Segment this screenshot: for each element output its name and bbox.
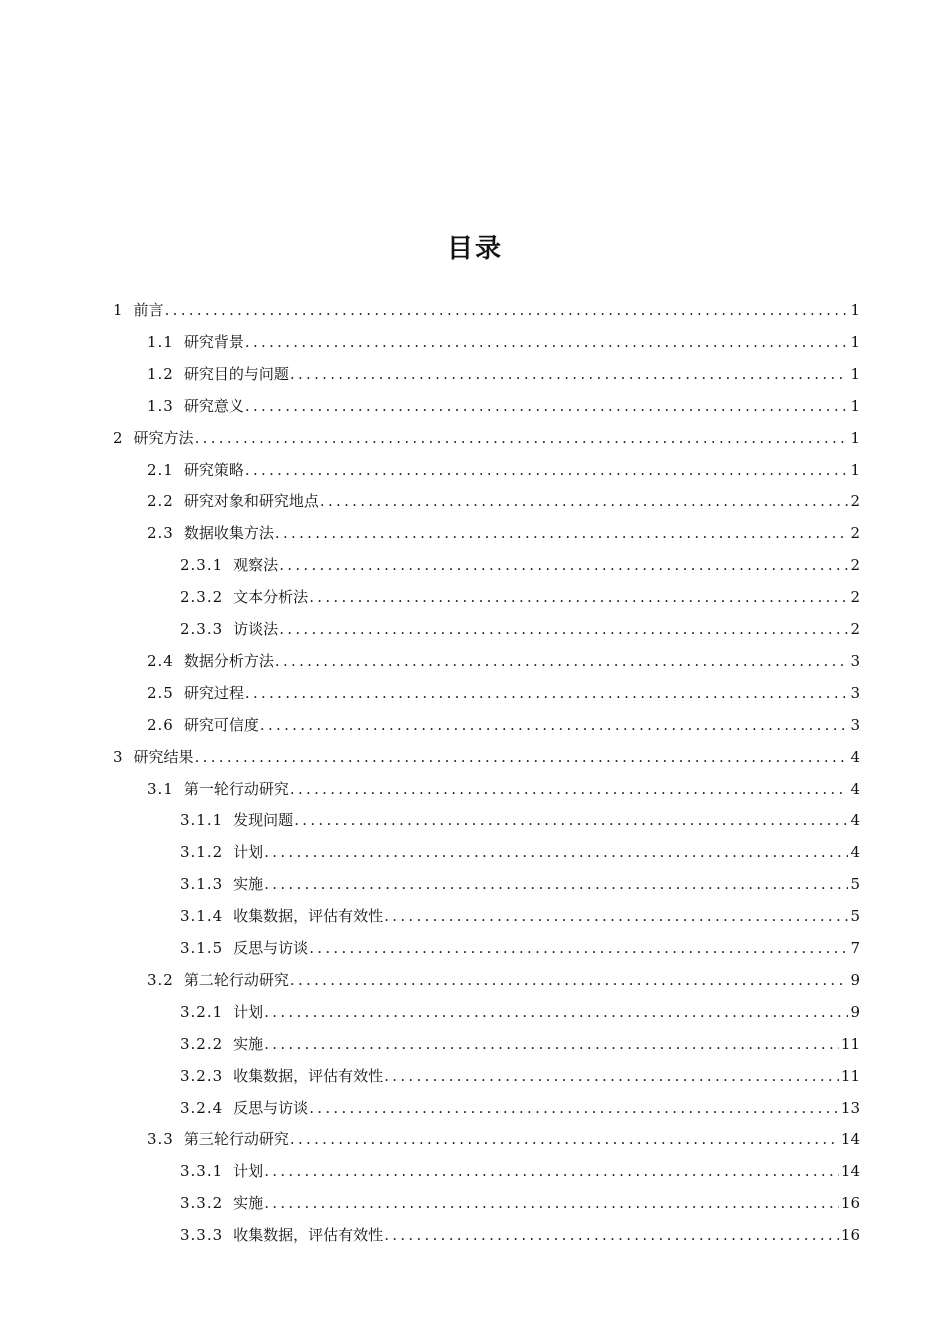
toc-entry[interactable] <box>180 1028 860 1060</box>
toc-entry[interactable] <box>147 485 860 517</box>
toc-entry-number: 2.3.2 <box>180 588 224 607</box>
toc-leader-dots <box>195 422 849 454</box>
toc-entry-page-number: 1 <box>850 460 860 479</box>
toc-leader-dots <box>195 741 849 773</box>
toc-entry-label: 研究背景 <box>183 332 244 351</box>
toc-entry-page-number: 5 <box>850 875 860 894</box>
toc-leader-dots <box>290 358 849 390</box>
toc-leader-dots <box>264 996 848 1028</box>
toc-entry-label: 实施 <box>233 1194 264 1213</box>
toc-entry-page-number: 9 <box>850 1002 860 1021</box>
toc-entry-label: 实施 <box>233 875 264 894</box>
toc-entry[interactable] <box>113 422 860 454</box>
toc-entry-label: 研究目的与问题 <box>183 364 289 383</box>
toc-entry-number: 3.2.1 <box>180 1002 224 1021</box>
toc-entry-page-number: 1 <box>850 301 860 319</box>
toc-entry[interactable] <box>180 1155 860 1187</box>
toc-leader-dots <box>290 773 849 805</box>
toc-leader-dots <box>264 1155 839 1187</box>
toc-entry-page-number: 16 <box>840 1226 860 1245</box>
toc-entry[interactable] <box>147 709 860 741</box>
toc-entry[interactable] <box>180 1092 860 1124</box>
toc-entry-number: 3.1.4 <box>180 907 224 926</box>
toc-entry-page-number: 9 <box>850 970 860 989</box>
toc-leader-dots <box>264 1187 839 1219</box>
toc-entry-page-number: 2 <box>850 588 860 607</box>
toc-entry-number: 3.3.1 <box>180 1162 224 1181</box>
toc-entry-label: 反思与访谈 <box>233 939 309 957</box>
toc-leader-dots <box>264 1028 839 1060</box>
toc-entry-label: 访谈法 <box>233 620 279 638</box>
toc-leader-dots <box>290 964 849 996</box>
toc-entry-page-number: 3 <box>850 683 860 702</box>
toc-entry-number: 2.5 <box>147 683 174 702</box>
toc-entry-page-number: 11 <box>840 1066 860 1085</box>
toc-entry-page-number: 5 <box>850 907 860 926</box>
toc-entry[interactable] <box>113 294 860 326</box>
toc-entry-number: 3 <box>113 747 124 766</box>
toc-entry-page-number: 4 <box>850 779 860 798</box>
toc-entry[interactable] <box>180 1219 860 1251</box>
toc-entry-number: 2.3 <box>147 524 174 543</box>
toc-entry-page-number: 16 <box>840 1194 860 1213</box>
toc-entry[interactable] <box>147 454 860 486</box>
toc-entry[interactable] <box>113 741 860 773</box>
toc-entry[interactable] <box>180 900 860 932</box>
toc-entry-page-number: 4 <box>850 843 860 862</box>
toc-entry-page-number: 3 <box>850 715 860 734</box>
toc-entry-number: 1.1 <box>147 332 174 351</box>
toc-entry[interactable] <box>147 326 860 358</box>
toc-entry-label: 收集数据，评估有效性 <box>233 1066 384 1085</box>
toc-entry-number: 3.1.1 <box>180 811 224 830</box>
toc-entry-number: 3.2.4 <box>180 1098 224 1117</box>
toc-leader-dots <box>245 677 849 709</box>
toc-entry-number: 2.6 <box>147 715 174 734</box>
toc-entry-label: 研究可信度 <box>183 715 259 734</box>
toc-entry-number: 3.1 <box>147 779 174 798</box>
toc-entry-label: 研究对象和研究地点 <box>183 492 319 511</box>
toc-entry-page-number: 1 <box>850 364 860 383</box>
toc-entry-page-number: 7 <box>850 939 860 957</box>
toc-entry[interactable] <box>180 1187 860 1219</box>
toc-entry-page-number: 11 <box>840 1034 860 1053</box>
page-title: 目录 <box>446 234 503 264</box>
toc-entry-number: 2.3.1 <box>180 556 224 575</box>
toc-entry-label: 数据分析方法 <box>183 651 274 670</box>
toc-entry[interactable] <box>147 677 860 709</box>
toc-leader-dots <box>264 836 848 868</box>
toc-entry-page-number: 14 <box>840 1130 860 1149</box>
toc-entry-number: 2.3.3 <box>180 620 224 638</box>
toc-entry[interactable] <box>147 773 860 805</box>
toc-entry-label: 文本分析法 <box>233 588 309 607</box>
toc-entry-number: 2.4 <box>147 651 174 670</box>
toc-entry-number: 2 <box>113 428 124 447</box>
toc-leader-dots <box>279 549 848 581</box>
toc-entry[interactable] <box>147 1123 860 1155</box>
toc-entry[interactable] <box>180 996 860 1028</box>
toc-entry[interactable] <box>147 390 860 422</box>
toc-entry[interactable] <box>147 517 860 549</box>
toc-entry-number: 1.3 <box>147 396 174 415</box>
toc-entry-page-number: 1 <box>850 396 860 415</box>
toc-entry-page-number: 4 <box>850 747 860 766</box>
toc-entry[interactable] <box>180 581 860 613</box>
toc-entry-number: 2.1 <box>147 460 174 479</box>
toc-entry-label: 研究过程 <box>183 683 244 702</box>
toc-entry-number: 3.1.3 <box>180 875 224 894</box>
toc-entry-page-number: 2 <box>850 492 860 511</box>
toc-entry-number: 1 <box>113 301 124 319</box>
toc-entry[interactable] <box>180 613 860 645</box>
toc-entry-page-number: 2 <box>850 556 860 575</box>
toc-entry[interactable] <box>147 358 860 390</box>
toc-entry[interactable] <box>180 836 860 868</box>
toc-leader-dots <box>309 581 848 613</box>
toc-entry-page-number: 1 <box>850 332 860 351</box>
toc-entry[interactable] <box>180 932 860 964</box>
toc-entry[interactable] <box>147 964 860 996</box>
toc-entry-page-number: 3 <box>850 651 860 670</box>
toc-entry-label: 收集数据，评估有效性 <box>233 1226 384 1245</box>
toc-entry-page-number: 1 <box>850 428 860 447</box>
toc-leader-dots <box>290 1123 839 1155</box>
toc-leader-dots <box>260 709 849 741</box>
toc-entry-label: 计划 <box>233 1162 264 1181</box>
toc-leader-dots <box>275 645 849 677</box>
toc-leader-dots <box>245 390 849 422</box>
toc-entry-label: 研究方法 <box>133 428 194 447</box>
toc-entry-number: 3.2.3 <box>180 1066 224 1085</box>
toc-entry-number: 3.2 <box>147 970 174 989</box>
toc-entry-label: 第三轮行动研究 <box>183 1130 289 1149</box>
toc-leader-dots <box>320 485 849 517</box>
toc-entry-number: 3.2.2 <box>180 1034 224 1053</box>
toc-entry-label: 计划 <box>233 1002 264 1021</box>
toc-leader-dots <box>309 932 848 964</box>
toc-entry-number: 3.1.2 <box>180 843 224 862</box>
toc-entry-number: 1.2 <box>147 364 174 383</box>
toc-leader-dots <box>275 517 849 549</box>
toc-leader-dots <box>309 1092 839 1124</box>
toc-entry-label: 数据收集方法 <box>183 524 274 543</box>
toc-entry-label: 实施 <box>233 1034 264 1053</box>
toc-entry-label: 研究策略 <box>183 460 244 479</box>
toc-leader-dots <box>264 868 848 900</box>
toc-entry-label: 收集数据，评估有效性 <box>233 907 384 926</box>
toc-entry-label: 观察法 <box>233 556 279 575</box>
toc-entry-number: 3.3.3 <box>180 1226 224 1245</box>
toc-entry-page-number: 14 <box>840 1162 860 1181</box>
toc-entry[interactable] <box>180 1060 860 1092</box>
toc-leader-dots <box>294 804 848 836</box>
toc-entry-label: 发现问题 <box>233 811 294 830</box>
toc-entry-number: 2.2 <box>147 492 174 511</box>
toc-entry-label: 第一轮行动研究 <box>183 779 289 798</box>
toc-leader-dots <box>384 900 848 932</box>
toc-entry-page-number: 13 <box>840 1098 860 1117</box>
toc-entry-page-number: 2 <box>850 524 860 543</box>
toc-entry-label: 研究结果 <box>133 747 194 766</box>
toc-entry-number: 3.3.2 <box>180 1194 224 1213</box>
toc-entry-label: 第二轮行动研究 <box>183 970 289 989</box>
toc-leader-dots <box>384 1219 839 1251</box>
toc-entry-label: 计划 <box>233 843 264 862</box>
toc-leader-dots <box>384 1060 839 1092</box>
toc-entry-number: 3.3 <box>147 1130 174 1149</box>
toc-entry-label: 反思与访谈 <box>233 1098 309 1117</box>
toc-entry-page-number: 4 <box>850 811 860 830</box>
toc-entry-page-number: 2 <box>850 620 860 638</box>
toc-leader-dots <box>245 326 849 358</box>
toc-entry[interactable] <box>147 645 860 677</box>
toc-entry[interactable] <box>180 804 860 836</box>
toc-entry-label: 研究意义 <box>183 396 244 415</box>
toc-entry[interactable] <box>180 549 860 581</box>
toc-leader-dots <box>279 613 848 645</box>
toc-entry-number: 3.1.5 <box>180 939 224 957</box>
toc-entry-label: 前言 <box>133 301 164 319</box>
toc-leader-dots <box>245 454 849 486</box>
toc-entry[interactable] <box>180 868 860 900</box>
toc-leader-dots <box>165 294 849 326</box>
